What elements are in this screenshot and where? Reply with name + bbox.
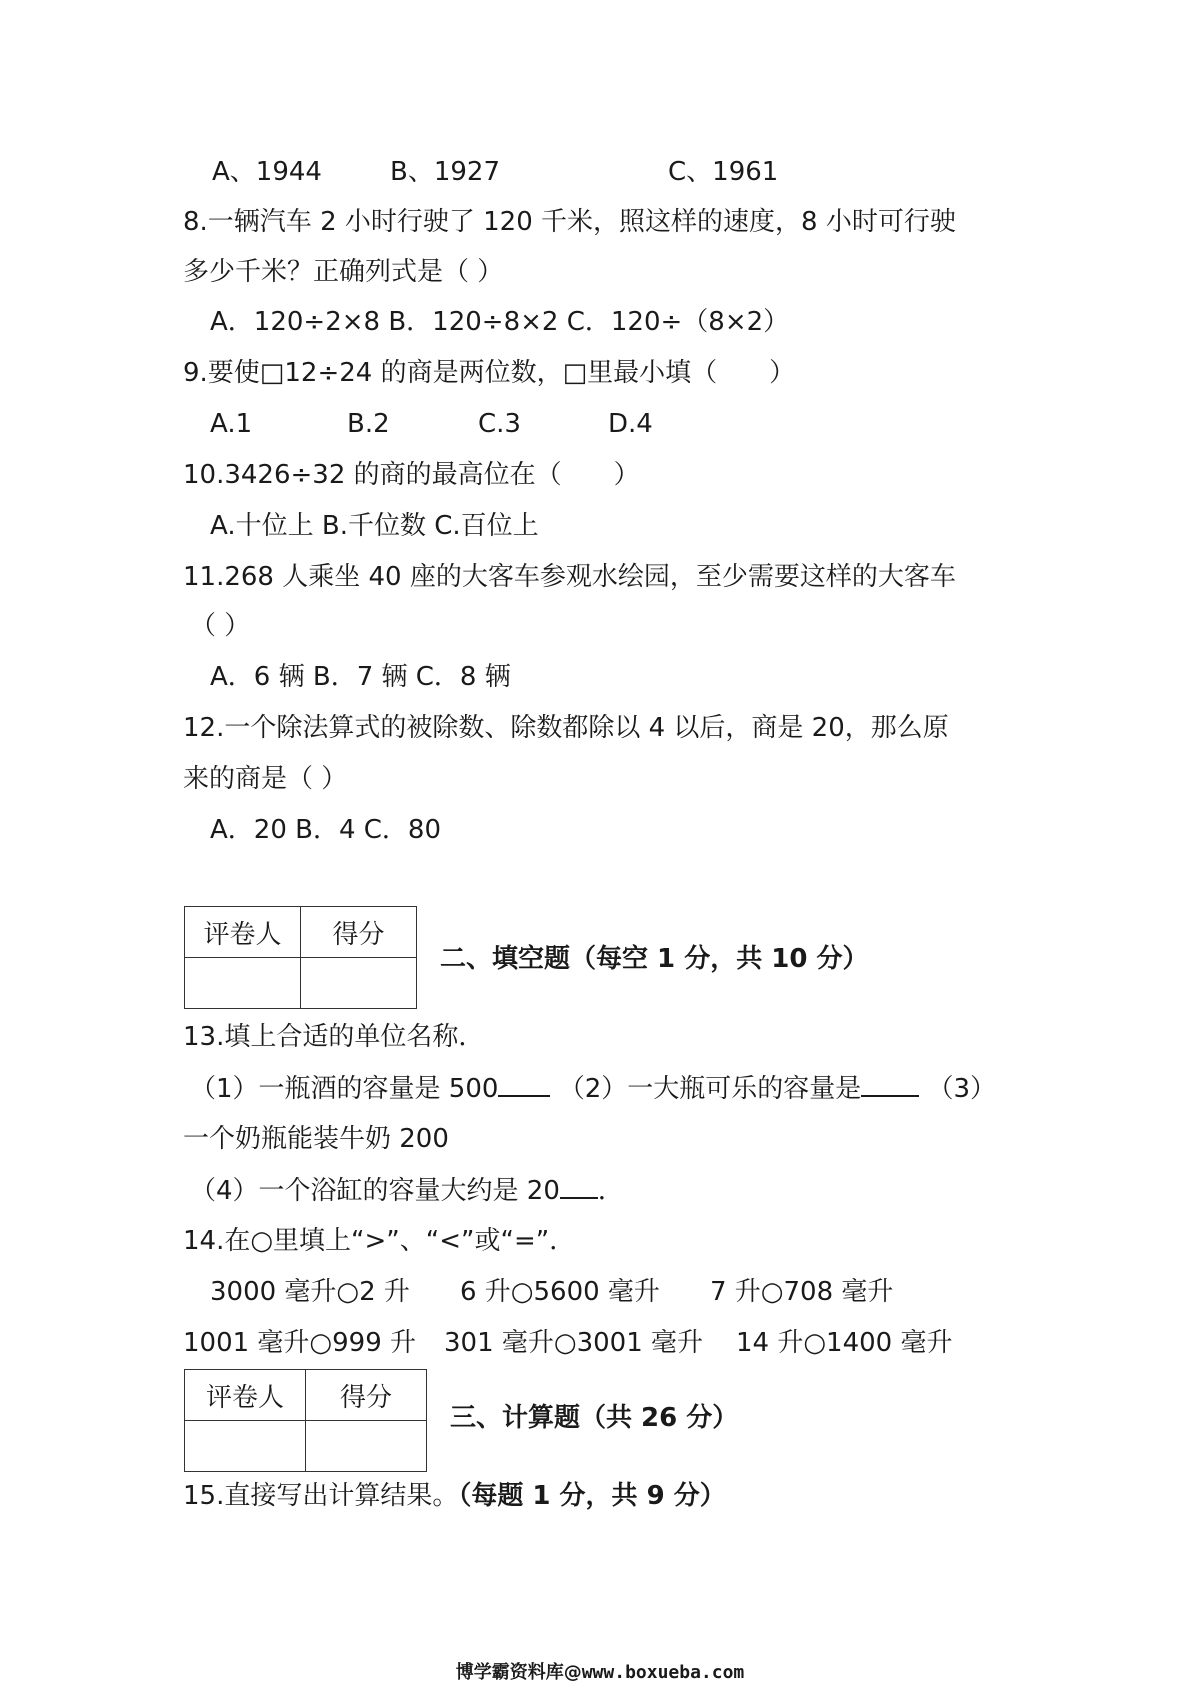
q10-line1: 10.3426÷32 的商的最高位在（ ） bbox=[183, 460, 640, 490]
q9-option-a: A.1 bbox=[210, 409, 253, 439]
reviewer-cell[interactable] bbox=[185, 958, 301, 1009]
q7-option-a: A、1944 bbox=[212, 157, 322, 187]
q13-blank4[interactable] bbox=[560, 1173, 598, 1199]
q8-line1: 8.一辆汽车 2 小时行驶了 120 千米，照这样的速度，8 小时可行驶 bbox=[183, 207, 956, 237]
reviewer-header: 评卷人 bbox=[185, 1370, 306, 1421]
q9-option-d: D.4 bbox=[608, 409, 653, 439]
score-header: 得分 bbox=[301, 907, 417, 958]
q9-option-b: B.2 bbox=[347, 409, 390, 439]
q13-line3: 一个奶瓶能装牛奶 200 bbox=[183, 1124, 449, 1154]
q12-line1: 12.一个除法算式的被除数、除数都除以 4 以后，商是 20，那么原 bbox=[183, 713, 949, 743]
q14-item-5: 301 毫升○3001 毫升 bbox=[444, 1328, 704, 1358]
score-header: 得分 bbox=[306, 1370, 427, 1421]
footer-site-name: 博学霸资料库@ bbox=[455, 1662, 582, 1683]
q13-part3: （3） bbox=[927, 1074, 997, 1104]
q9-line1: 9.要使□12÷24 的商是两位数，□里最小填（ ） bbox=[183, 358, 796, 388]
q8-line2: 多少千米？正确列式是（ ） bbox=[183, 257, 504, 287]
score-cell[interactable] bbox=[306, 1421, 427, 1472]
score-cell[interactable] bbox=[301, 958, 417, 1009]
q14-item-3: 7 升○708 毫升 bbox=[710, 1277, 894, 1307]
q14-line1: 14.在○里填上“>”、“<”或“=”． bbox=[183, 1226, 576, 1256]
q14-item-1: 3000 毫升○2 升 bbox=[210, 1277, 410, 1307]
footer-url[interactable]: www.boxueba.com bbox=[581, 1662, 745, 1683]
q10-options: A.十位上 B.千位数 C.百位上 bbox=[210, 511, 539, 541]
q11-options: A．6 辆 B．7 辆 C．8 辆 bbox=[210, 662, 511, 692]
q7-option-c: C、1961 bbox=[668, 157, 779, 187]
q12-options: A．20 B．4 C．80 bbox=[210, 815, 442, 845]
q14-item-2: 6 升○5600 毫升 bbox=[460, 1277, 660, 1307]
q11-line2: （ ） bbox=[190, 611, 251, 641]
q13-line2 bbox=[190, 1071, 996, 1106]
q13-part4-end: ． bbox=[597, 1176, 624, 1206]
q15-points: （每题 1 分，共 9 分） bbox=[458, 1481, 726, 1511]
q14-item-6: 14 升○1400 毫升 bbox=[736, 1328, 953, 1358]
q15-text: 15.直接写出计算结果。 bbox=[183, 1481, 459, 1511]
score-table-section3 bbox=[184, 1369, 427, 1472]
q15-line bbox=[183, 1479, 726, 1513]
reviewer-header: 评卷人 bbox=[185, 907, 301, 958]
q13-blank2[interactable] bbox=[861, 1071, 919, 1097]
section3-title: 三、计算题（共 26 分） bbox=[450, 1403, 739, 1433]
q14-item-4: 1001 毫升○999 升 bbox=[183, 1328, 417, 1358]
reviewer-cell[interactable] bbox=[185, 1421, 306, 1472]
q9-option-c: C.3 bbox=[478, 409, 521, 439]
q11-line1: 11.268 人乘坐 40 座的大客车参观水绘园，至少需要这样的大客车 bbox=[183, 562, 956, 592]
q13-line4 bbox=[190, 1173, 624, 1208]
q13-part4: （4）一个浴缸的容量大约是 20 bbox=[190, 1176, 560, 1206]
q13-part1: （1）一瓶酒的容量是 500 bbox=[190, 1074, 499, 1104]
q8-options: A．120÷2×8 B．120÷8×2 C．120÷（8×2） bbox=[210, 307, 790, 337]
q7-option-b: B、1927 bbox=[390, 157, 501, 187]
q13-line1: 13.填上合适的单位名称． bbox=[183, 1022, 485, 1052]
q13-part2: （2）一大瓶可乐的容量是 bbox=[558, 1074, 862, 1104]
section2-title: 二、填空题（每空 1 分，共 10 分） bbox=[440, 944, 869, 974]
footer-watermark bbox=[0, 1658, 1200, 1684]
q12-line2: 来的商是（ ） bbox=[183, 764, 348, 794]
score-table-section2 bbox=[184, 906, 417, 1009]
q13-blank1[interactable] bbox=[498, 1071, 550, 1097]
